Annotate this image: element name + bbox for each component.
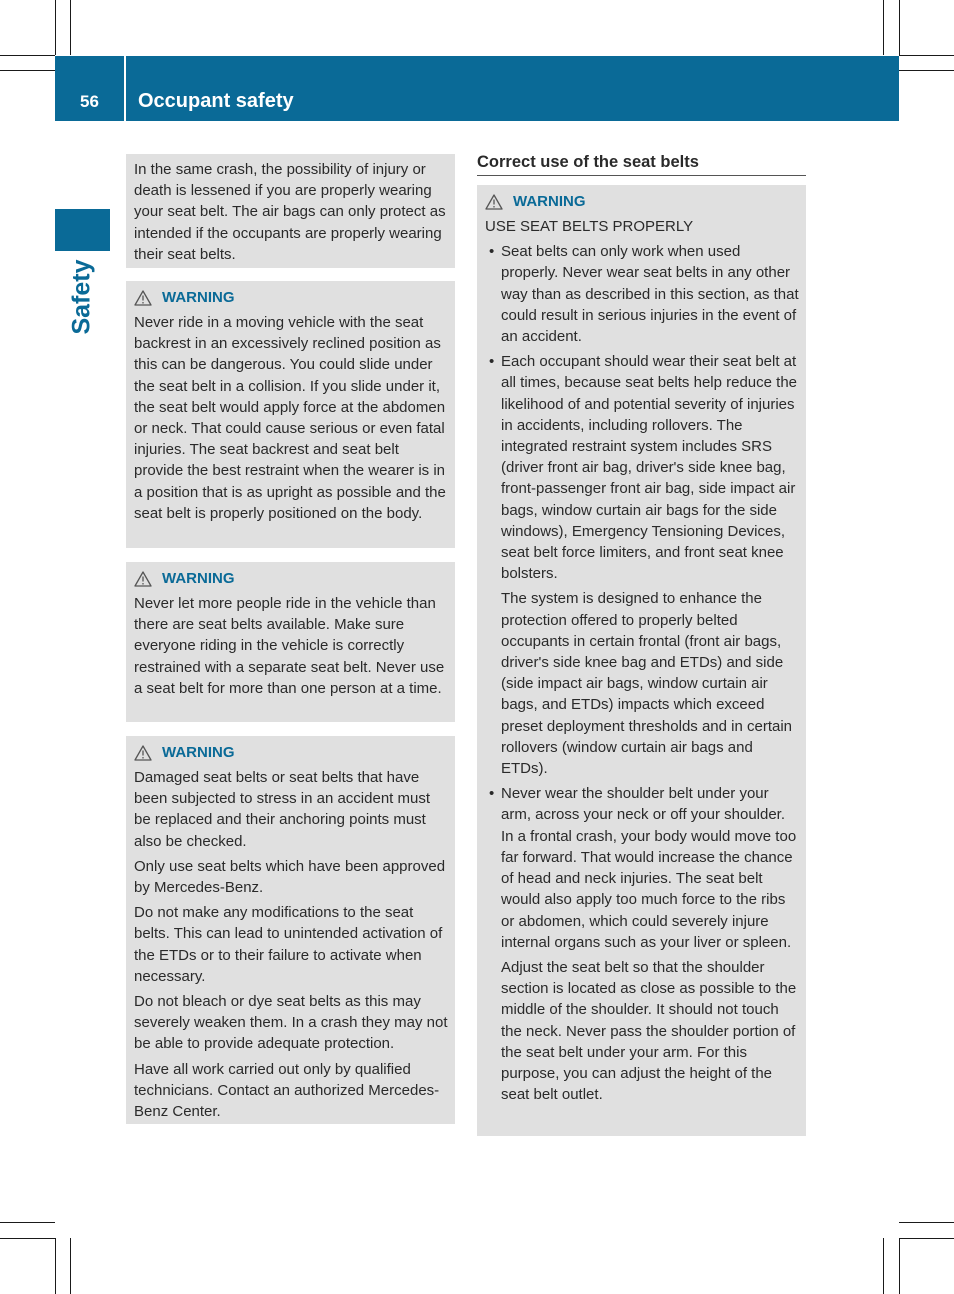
list-item: • Seat belts can only work when used properly. Never wear seat belts in any other way than as described in this section, as that could result in serious injuries in the event of an accident. xyxy=(485,241,800,347)
side-tab-marker xyxy=(55,209,110,251)
list-item-continuation: The system is designed to enhance the protection offered to properly belted occupants in certain frontal (front air bags, driver's side knee bag and ETDs) and side (side impact air bags, window curtain air bags, and ETDs) impacts which exceed preset deployment thresholds and in certain rollovers (window curtain air bags and ETDs). xyxy=(501,590,793,778)
warning-header xyxy=(485,190,800,214)
bullet-list xyxy=(485,241,800,584)
warning-text: Do not bleach or dye seat belts as this may severely weaken them. In a crash they may not be able to provide adequate protection. xyxy=(134,993,448,1053)
warning-text: Never ride in a moving vehicle with the seat backrest in an excessively reclined position as this can be dangerous. You could slide under the seat belt in a collision. If you slide under it, the seat belt would apply force at the abdomen or neck. That could cause serious or even fatal injuries. The seat backrest and seat belt provide the best restraint when the wearer is in a position that is as upright as possible and the seat belt is properly positioned on the body. xyxy=(134,314,446,522)
intro-box xyxy=(126,154,455,268)
warning-header xyxy=(134,567,449,591)
list-item: • Never wear the shoulder belt under your arm, across your neck or off your shoulder. In a frontal crash, your body would move too far forward. That would increase the chance of head and neck injuries. The seat belt would also apply too much force to the ribs or abdomen, which could severely injure internal organs such as your liver or spleen. xyxy=(485,783,800,953)
crop-mark xyxy=(0,55,55,56)
crop-mark xyxy=(883,0,884,55)
warning-triangle-icon xyxy=(134,290,152,306)
warning-subtitle: USE SEAT BELTS PROPERLY xyxy=(485,218,694,235)
crop-mark xyxy=(55,0,56,55)
crop-mark xyxy=(0,1222,55,1223)
crop-mark xyxy=(899,70,954,71)
warning-box-occupancy xyxy=(126,562,455,722)
intro-text: In the same crash, the possibility of injury or death is lessened if you are properly wearing your seat belt. The air bags can only protect as intended if the occupants are properly wearing their seat belts. xyxy=(134,161,446,263)
warning-box-damaged-belts xyxy=(126,736,455,1124)
warning-text: Never let more people ride in the vehicle than there are seat belts available. Make sure everyone riding in the vehicle is correctly restrained with a separate seat belt. Never use a seat belt for more than one person at a time. xyxy=(134,595,445,697)
section-title: Occupant safety xyxy=(138,90,294,112)
crop-mark xyxy=(883,1238,884,1294)
crop-mark xyxy=(899,55,954,56)
warning-triangle-icon xyxy=(134,745,152,761)
warning-box-recline xyxy=(126,281,455,548)
warning-triangle-icon xyxy=(485,194,503,210)
warning-header xyxy=(134,286,449,310)
list-item: • Each occupant should wear their seat belt at all times, because seat belts help reduce the likelihood of and potential severity of injuries in accidents, including rollovers. The integrated restraint system includes SRS (driver front air bag, driver's side knee bag, front-passenger front air bag, side impact air bags, window curtain air bags for the side windows), Emergency Tensioning Devices, seat belt force limiters, and front seat knee bolsters. xyxy=(485,351,800,584)
crop-mark xyxy=(55,1238,56,1294)
warning-box-proper-use xyxy=(477,185,806,1136)
crop-mark xyxy=(899,1238,954,1239)
warning-triangle-icon xyxy=(134,571,152,587)
crop-mark xyxy=(0,1238,55,1239)
warning-text: Only use seat belts which have been approved by Mercedes-Benz. xyxy=(134,857,446,897)
side-tab-label: Safety xyxy=(67,259,96,335)
warning-text: Damaged seat belts or seat belts that have been subjected to stress in an accident must be replaced and their anchoring points must also be checked. xyxy=(134,769,431,850)
subsection-heading: Correct use of the seat belts xyxy=(477,153,806,176)
warning-title: WARNING xyxy=(513,193,586,211)
crop-mark xyxy=(899,0,900,55)
list-item-continuation: Adjust the seat belt so that the shoulder section is located as close as possible to the middle of the shoulder. It should not touch the neck. Never pass the shoulder portion of the seat belt under your arm. For this purpose, you can adjust the height of the seat belt outlet. xyxy=(501,958,797,1104)
warning-text: Have all work carried out only by qualified technicians. Contact an authorized Mercedes-Benz Center. xyxy=(134,1060,440,1121)
crop-mark xyxy=(0,70,55,71)
bullet-list xyxy=(485,783,800,953)
warning-title: WARNING xyxy=(162,744,235,762)
crop-mark xyxy=(899,1238,900,1294)
warning-title: WARNING xyxy=(162,289,235,307)
warning-text: Do not make any modifications to the seat belts. This can lead to unintended activation of the ETDs or to their failure to activate when necessary. xyxy=(134,904,443,985)
page-number: 56 xyxy=(80,92,99,111)
crop-mark xyxy=(70,0,71,55)
warning-title: WARNING xyxy=(162,570,235,588)
crop-mark xyxy=(899,1222,954,1223)
crop-mark xyxy=(70,1238,71,1294)
warning-header xyxy=(134,741,449,765)
header-divider xyxy=(124,56,126,121)
